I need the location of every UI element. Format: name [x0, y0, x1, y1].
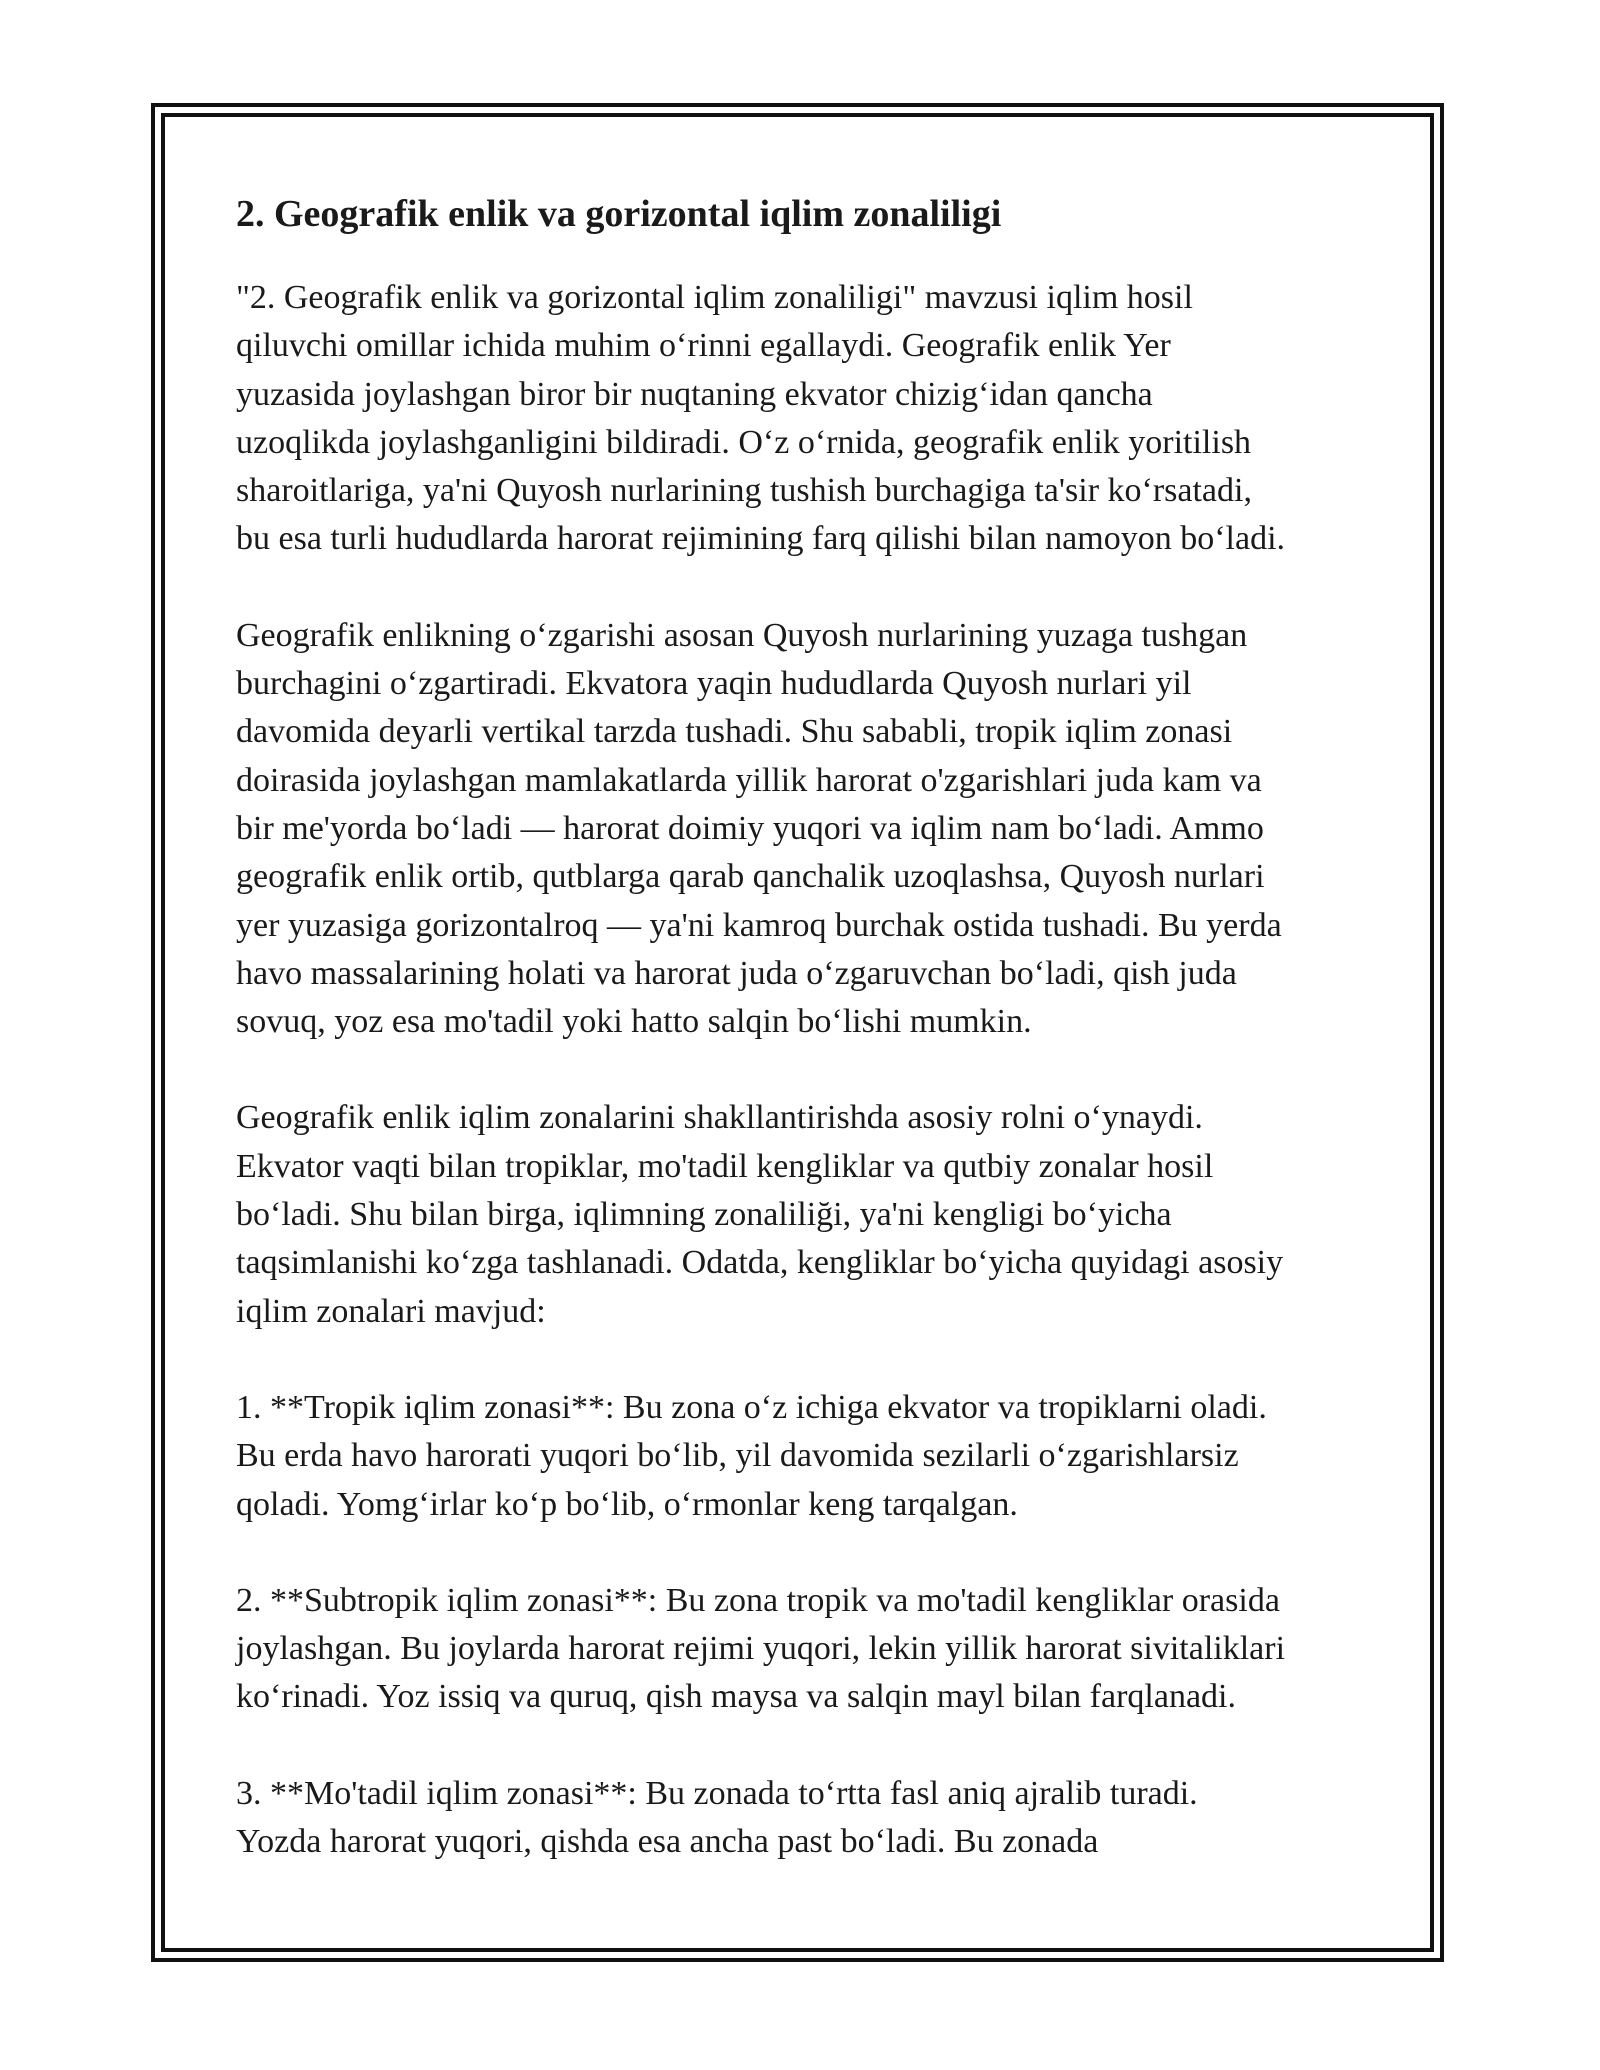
paragraph-zone-formation: Geografik enlik iqlim zonalarini shakllantirishda asosiy rolni o‘ynaydi. Ekvator vaqti bilan tropiklar, mo'tadil kengliklar va qutbiy zonalar hosil bo‘ladi. Shu bilan birga, iqlimning zonaliliği, ya'ni kengligi bo‘yicha taqsimlanishi ko‘zga tashlanadi. Odatda, kengliklar bo‘yicha quyidagi asosiy iqlim zonalari mavjud: — [236, 1099, 1284, 1330]
document-body — [236, 188, 1376, 1914]
paragraph-intro: "2. Geografik enlik va gorizontal iqlim zonaliligi" mavzusi iqlim hosil qiluvchi omillar ichida muhim o‘rinni egallaydi. Geografik enlik Yer yuzasida joylashgan biror bir nuqtaning ekvator chizig‘idan qancha uzoqlikda joylashganligini bildiradi. O‘z o‘rnida, geografik enlik yoritilish sharoitlariga, ya'ni Quyosh nurlarining tushish burchagiga ta'sir ko‘rsatadi, bu esa turli hududlarda harorat rejimining farq qilishi bilan namoyon bo‘ladi. — [236, 279, 1286, 558]
paragraph-tropical-zone: 1. **Tropik iqlim zonasi**: Bu zona o‘z ichiga ekvator va tropiklarni oladi. Bu erda havo harorati yuqori bo‘lib, yil davomida sezilarli o‘zgarishlarsiz qoladi. Yomg‘irlar ko‘p bo‘lib, o‘rmonlar keng tarqalgan. — [236, 1388, 1267, 1523]
paragraph-temperate-zone: 3. **Mo'tadil iqlim zonasi**: Bu zonada to‘rtta fasl aniq ajralib turadi. Yozda harorat yuqori, qishda esa ancha past bo‘ladi. Bu zonada — [236, 1774, 1198, 1861]
paragraph-subtropical-zone: 2. **Subtropik iqlim zonasi**: Bu zona tropik va mo'tadil kengliklar orasida joylashgan. Bu joylarda harorat rejimi yuqori, lekin yillik harorat sivitaliklari ko‘rinadi. Yoz issiq va quruq, qish maysa va salqin mayl bilan farqlanadi. — [236, 1581, 1286, 1716]
section-title: 2. Geografik enlik va gorizontal iqlim zonaliligi — [236, 193, 1002, 235]
paragraph-latitude-change: Geografik enlikning o‘zgarishi asosan Quyosh nurlarining yuzaga tushgan burchagini o‘zgartiradi. Ekvatora yaqin hududlarda Quyosh nurlari yil davomida deyarli vertikal tarzda tushadi. Shu sababli, tropik iqlim zonasi doirasida joylashgan mamlakatlarda yillik harorat o'zgarishlari juda kam va bir me'yorda bo‘ladi — harorat doimiy yuqori va iqlim nam bo‘ladi. Ammo geografik enlik ortib, qutblarga qarab qanchalik uzoqlashsa, Quyosh nurlari yer yuzasiga gorizontalroq — ya'ni kamroq burchak ostida tushadi. Bu yerda havo massalarining holati va harorat juda o‘zgaruvchan bo‘ladi, qish juda sovuq, yoz esa mo'tadil yoki hatto salqin bo‘lishi mumkin. — [236, 616, 1282, 1041]
